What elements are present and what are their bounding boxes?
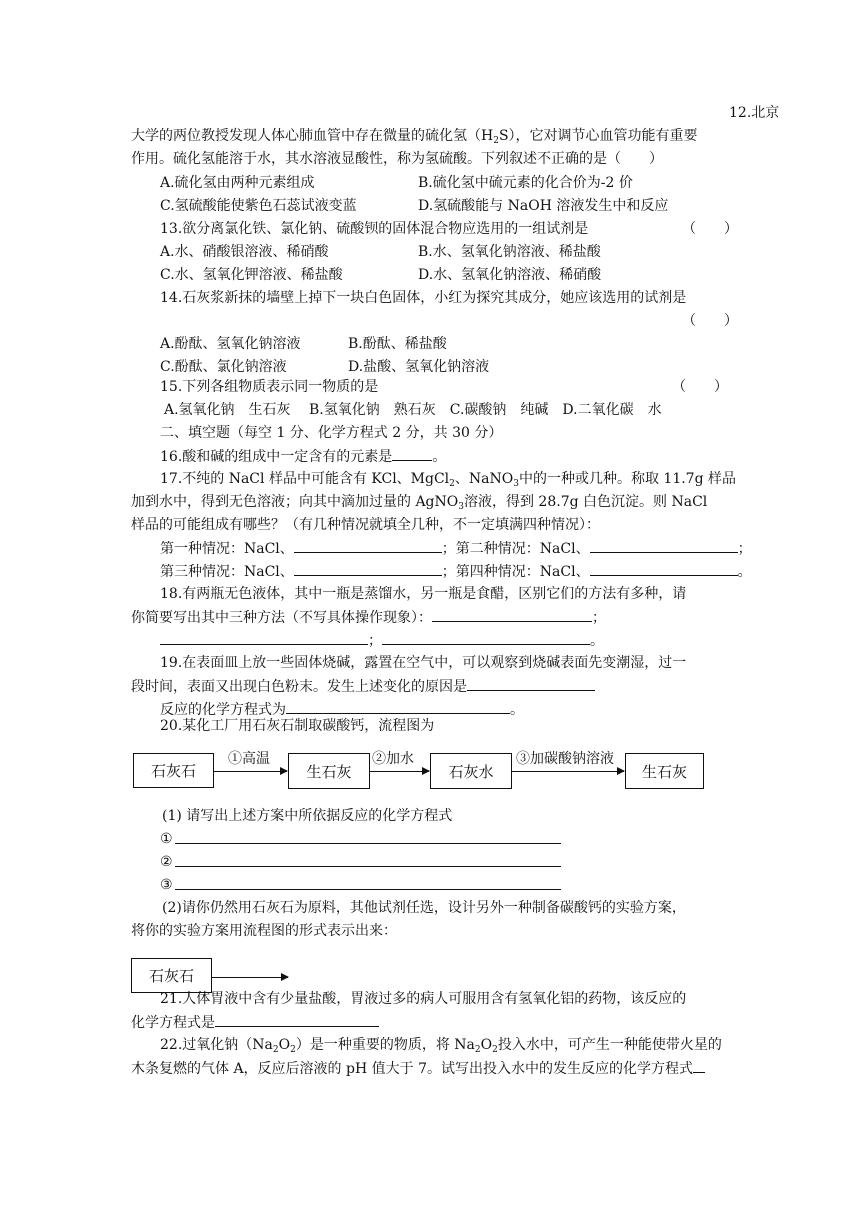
flow-label-high-temp: ①高温 (228, 751, 270, 767)
q12-option-a: A.硫化氢由两种元素组成 (160, 175, 315, 191)
q16-blank[interactable] (392, 446, 432, 461)
q12-stem-line2: 作用。硫化氢能溶于水，其水溶液显酸性，称为氢硫酸。下列叙述不正确的是（ ） (131, 151, 663, 167)
q18-line1: 18.有两瓶无色液体，其中一瓶是蒸馏水，另一瓶是食醋，区别它们的方法有多种，请 (160, 586, 687, 602)
flow-box-quicklime: 生石灰 (288, 753, 370, 789)
q21-blank[interactable] (219, 1012, 379, 1027)
q19-blank1[interactable] (467, 676, 595, 691)
q21-text: 化学方程式是 (131, 1015, 215, 1031)
q14-option-c: C.酚酞、氯化钠溶液 (160, 359, 287, 375)
q17-line3: 样品的可能组成有哪些？（有几种情况就填全几种，不一定填满四种情况）： (131, 517, 600, 533)
flow-box-limestone: 石灰石 (133, 753, 214, 788)
q20-eq3-num: ③ (160, 877, 173, 893)
q17-sub3: 3 (458, 502, 464, 512)
q17-case2-blank[interactable] (590, 538, 738, 553)
q18-blank2[interactable] (160, 630, 368, 645)
q18-blank1[interactable] (432, 607, 592, 622)
section-heading: 二、填空题（每空 1 分、化学方程式 2 分，共 30 分） (160, 425, 503, 441)
q22-sub2: 2 (290, 1045, 296, 1055)
q17-sub1: 2 (449, 479, 455, 489)
q16-end: 。 (432, 449, 447, 465)
q12-option-c: C.氢硫酸能使紫色石蕊试液变蓝 (160, 198, 357, 214)
q19-text: 段时间，表面又出现白色粉末。发生上述变化的原因是 (131, 679, 467, 695)
q17-text-b: 、NaNO (454, 471, 514, 487)
q17-text-d: 加到水中，得到无色溶液；向其中滴加过量的 AgNO (131, 494, 459, 510)
q17-case3-blank[interactable] (294, 561, 442, 576)
flow2-box-limestone: 石灰石 (131, 958, 212, 993)
q16-line (160, 446, 446, 467)
q13-option-c: C.水、氢氧化钾溶液、稀盐酸 (160, 267, 343, 283)
flow-arrow-1 (213, 771, 287, 772)
q22-text-b: O (278, 1037, 291, 1053)
q20-eq2-num: ② (160, 854, 173, 870)
q17-case1-blank[interactable] (294, 538, 442, 553)
q22-sub4: 2 (492, 1045, 498, 1055)
flow-arrow-3 (511, 771, 624, 772)
q15-stem: 15.下列各组物质表示同一物质的是 (160, 379, 379, 395)
q19-text2: 反应的化学方程式为 (160, 702, 286, 718)
q14-stem: 14.石灰浆新抹的墙壁上掉下一块白色固体，小红为探究其成分，她应该选用的试剂是 (160, 290, 687, 306)
q17-case-row1 (160, 538, 752, 559)
q17-case3-label: 第三种情况：NaCl、 (160, 564, 294, 580)
q17-text-c: 中的一种或几种。称取 11.7g 样品 (518, 471, 737, 487)
q19-line2 (131, 676, 595, 697)
q18-period: 。 (590, 633, 604, 649)
flow-box-quicklime-2: 生石灰 (625, 753, 704, 789)
q22-text-f: 木条复燃的气体 A，反应后溶液的 pH 值大于 7。试写出投入水中的发生反应的化学方程式 (131, 1061, 693, 1077)
q20-eq1-num: ① (160, 831, 173, 847)
flow-label-add-sodium-carbonate: ③加碳酸钠溶液 (516, 751, 614, 767)
q18-semicolon1: ； (592, 610, 606, 626)
q12-subscript: 2 (493, 136, 499, 146)
q16-text: 16.酸和碱的组成中一定含有的元素是 (160, 449, 393, 465)
q14-option-d: D.盐酸、氢氧化钠溶液 (348, 359, 490, 375)
q18-text: 你简要写出其中三种方法（不写具体操作现象）： (131, 610, 432, 626)
q22-text-d: O (480, 1037, 493, 1053)
q21-line1: 21.人体胃液中含有少量盐酸，胃液过多的病人可服用含有氢氧化铝的药物，该反应的 (160, 991, 687, 1007)
q19-period: 。 (510, 702, 524, 718)
q17-period: 。 (737, 564, 752, 580)
q13-option-a: A.水、硝酸银溶液、稀硝酸 (160, 244, 329, 260)
q22-sub3: 2 (474, 1045, 481, 1055)
flow-arrow-2 (369, 771, 429, 772)
q14-option-b: B.酚酞、稀盐酸 (348, 336, 447, 352)
q13-answer-paren: （ ） (682, 221, 738, 237)
q22-text-e: 投入水中，可产生一种能使带火星的 (497, 1037, 722, 1053)
q17-case-row2 (160, 561, 752, 582)
q19-line1: 19.在表面皿上放一些固体烧碱，露置在空气中，可以观察到烧碱表面先变潮湿，过一 (160, 655, 687, 671)
q12-text-b: S），它对调节心血管功能有重要 (498, 128, 698, 144)
q12-option-b: B.硫化氢中硫元素的化合价为-2 价 (418, 175, 633, 191)
q17-case4-blank[interactable] (590, 561, 738, 576)
q14-answer-paren: （ ） (682, 313, 738, 329)
q20-eq3-line[interactable] (175, 889, 561, 890)
q17-semicolon: ； (737, 541, 752, 557)
q17-text-e: 溶液，得到 28.7g 白色沉淀。则 NaCl (463, 494, 708, 510)
q22-sub1: 2 (272, 1045, 279, 1055)
q20-part1: (1) 请写出上述方案中所依据反应的化学方程式 (162, 808, 453, 824)
q17-text-a: 17.不纯的 NaCl 样品中可能含有 KCl、MgCl (160, 471, 450, 487)
q14-option-a: A.酚酞、氢氧化钠溶液 (160, 336, 301, 352)
q12-number: 12.北京 (729, 105, 780, 121)
q19-blank2[interactable] (286, 699, 510, 714)
q12-stem-line1 (131, 126, 698, 146)
q21-line2 (131, 1012, 379, 1033)
q18-semicolon2: ； (368, 633, 382, 649)
q17-case4-label: ；第四种情况：NaCl、 (441, 564, 590, 580)
q22-line2 (131, 1058, 705, 1079)
q18-blank3[interactable] (382, 630, 590, 645)
q17-case1-label: 第一种情况：NaCl、 (160, 541, 294, 557)
q13-option-d: D.水、氢氧化钠溶液、稀硝酸 (418, 267, 602, 283)
flow2-arrow (211, 977, 288, 978)
q22-text-c: ）是一种重要的物质，将 Na (295, 1037, 475, 1053)
q17-line2 (131, 492, 707, 512)
q18-line2 (131, 607, 606, 628)
q12-option-d: D.氢硫酸能与 NaOH 溶液发生中和反应 (418, 198, 669, 214)
q17-line1 (160, 469, 736, 489)
q22-line1 (160, 1035, 722, 1055)
q20-stem: 20.某化工厂用石灰石制取碳酸钙，流程图为 (160, 718, 435, 734)
q22-text-a: 22.过氧化钠（Na (160, 1037, 273, 1053)
q20-eq1-line[interactable] (175, 843, 561, 844)
q17-sub2: 3 (513, 479, 519, 489)
q20-part2-line2: 将你的实验方案用流程图的形式表示出来： (131, 923, 397, 939)
q20-part2-line1: (2)请你仍然用石灰石为原料，其他试剂任选，设计另外一种制备碳酸钙的实验方案， (162, 900, 686, 916)
q18-line3 (160, 630, 604, 651)
flow-label-add-water: ②加水 (372, 751, 414, 767)
q15-answer-paren: （ ） (672, 379, 728, 395)
q13-option-b: B.水、氢氧化钠溶液、稀盐酸 (418, 244, 601, 260)
q13-stem: 13.欲分离氯化铁、氯化钠、硫酸钡的固体混合物应选用的一组试剂是 (160, 221, 589, 237)
q15-options: A.氢氧化钠 生石灰 B.氢氧化钠 熟石灰 C.碳酸钠 纯碱 D.二氧化碳 水 (164, 402, 662, 418)
q22-blank[interactable] (693, 1058, 705, 1073)
flow-box-limewater: 石灰水 (430, 753, 512, 789)
q12-text-a: 大学的两位教授发现人体心肺血管中存在微量的硫化氢（H (131, 128, 494, 144)
q20-eq2-line[interactable] (175, 866, 561, 867)
q17-case2-label: ；第二种情况：NaCl、 (441, 541, 590, 557)
